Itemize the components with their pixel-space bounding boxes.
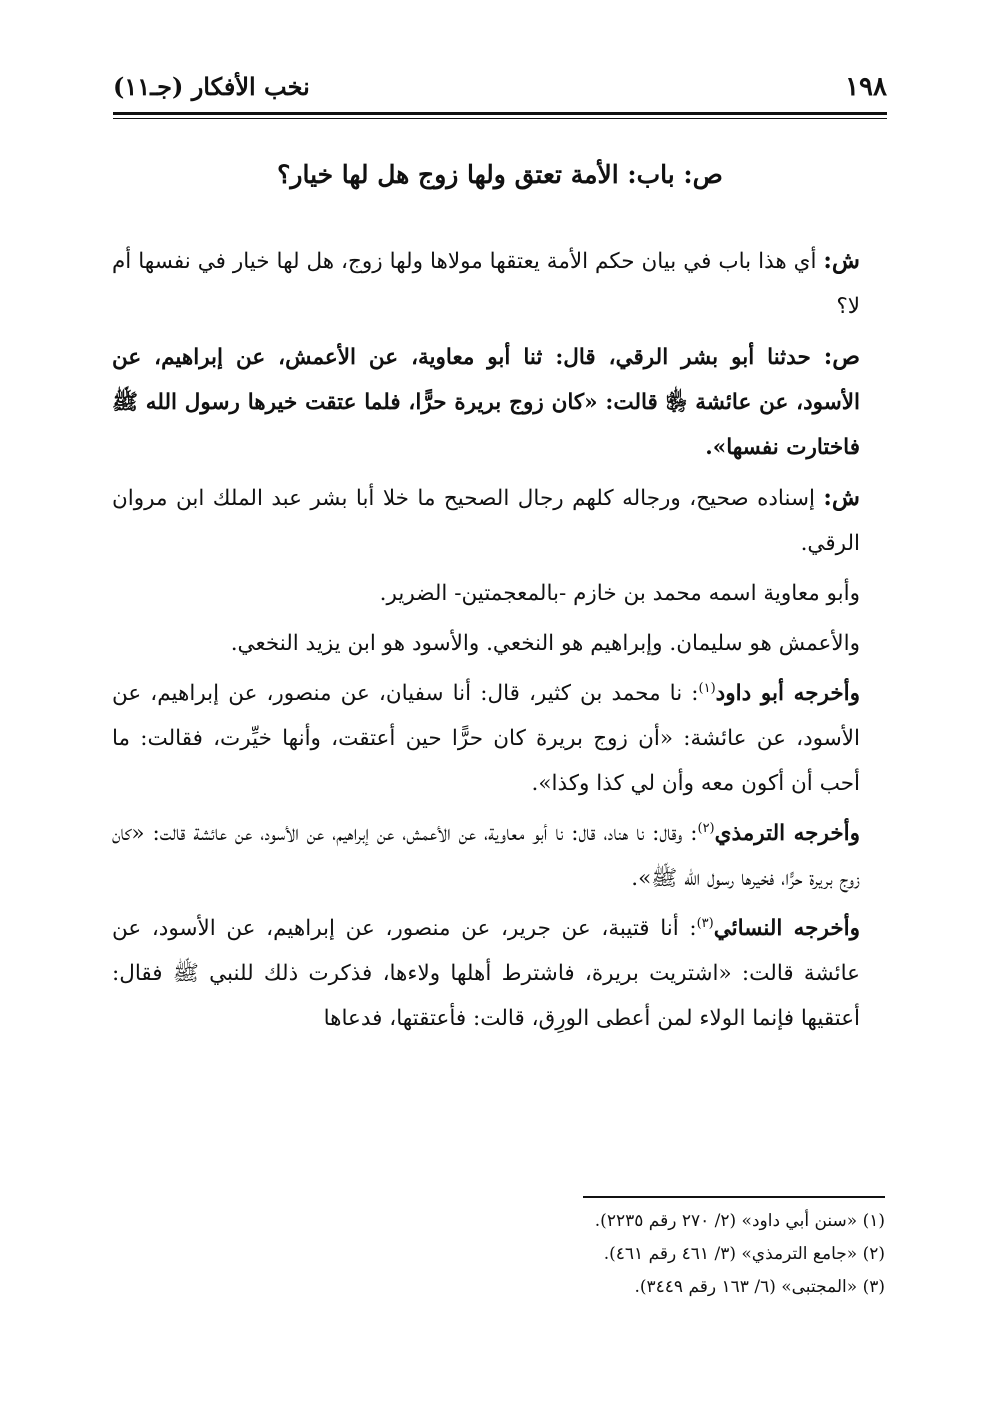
paragraph-text: : أنا قتيبة، عن جرير، عن منصور، عن إبراهيم، عن الأسود، عن عائشة قالت: «اشتريت بريرة، فاشترط أهلها ولاءها، فذكرت ذلك للنبي ﷺ فقال: أعتقيها فإنما الولاء لمن أعطى الورِق، قالت: فأعتقتها، فدعاها — [112, 916, 860, 1031]
source-label: وأخرجه النسائي — [713, 916, 860, 941]
paragraph — [112, 811, 888, 901]
footnote-ref: (٢) — [697, 820, 715, 836]
footnote-ref: (١) — [698, 680, 716, 696]
page-number: ١٩٨ — [845, 72, 887, 102]
footnotes — [500, 1205, 885, 1304]
header-rule-thick — [113, 112, 887, 115]
paragraph-text: حدثنا أبو بشر الرقي، قال: ثنا أبو معاوية، عن الأعمش، عن إبراهيم، عن الأسود، عن عائشة ﵂ قالت: «كان زوج بريرة حرًّا، فلما عتقت خيرها رسول الله ﷺ فاختارت نفسها». — [112, 345, 860, 460]
paragraph-label: ش: — [823, 247, 860, 274]
footnote: (١) «سنن أبي داود» (٢/ ٢٧٠ رقم ٢٢٣٥). — [594, 1211, 885, 1231]
paragraph — [112, 671, 888, 806]
footnote: (٢) «جامع الترمذي» (٣/ ٤٦١ رقم ٤٦١). — [603, 1244, 885, 1264]
running-header — [113, 72, 887, 110]
main-text — [112, 238, 888, 1046]
footnote-separator — [583, 1196, 885, 1198]
footnote-ref: (٣) — [696, 915, 714, 931]
footnote: (٣) «المجتبى» (٦/ ١٦٣ رقم ٣٤٤٩). — [634, 1277, 885, 1297]
paragraph — [112, 571, 888, 616]
header-rule-thin — [113, 118, 887, 119]
paragraph-text: أي هذا باب في بيان حكم الأمة يعتقها مولاها ولها زوج، هل لها خيار في نفسها أم لا؟ — [112, 249, 860, 319]
book-title: نخب الأفكار (جـ١١) — [113, 72, 310, 101]
paragraph-label: ص: — [823, 343, 860, 370]
paragraph-text: : وقال: نا هناد، قال: نا أبو معاوية، عن الأعمش، عن إبراهيم، عن الأسود، عن عائشة قالت: «كان زوج بريرة حرًّا، فخيرها رسول الله ﷺ». — [112, 821, 860, 891]
source-label: وأخرجه الترمذي — [714, 821, 860, 846]
paragraph-text: إسناده صحيح، ورجاله كلهم رجال الصحيح ما خلا أبا بشر عبد الملك ابن مروان الرقي. — [112, 486, 860, 556]
paragraph-text: : نا محمد بن كثير، قال: أنا سفيان، عن منصور، عن إبراهيم، عن الأسود، عن عائشة: «أن زوج بريرة كان حرًّا حين أعتقت، وأنها خيِّرت، فقالت: ما أحب أن أكون معه وأن لي كذا وكذا». — [112, 681, 860, 796]
source-label: وأخرجه أبو داود — [715, 681, 860, 706]
paragraph-text: والأعمش هو سليمان. وإبراهيم هو النخعي. والأسود هو ابن يزيد النخعي. — [230, 631, 860, 656]
chapter-heading: ص: باب: الأمة تعتق ولها زوج هل لها خيار؟ — [277, 160, 723, 189]
paragraph-text: وأبو معاوية اسمه محمد بن خازم -بالمعجمتين- الضرير. — [379, 581, 860, 606]
paragraph — [112, 621, 888, 666]
paragraph-label: ش: — [823, 484, 860, 511]
paragraph — [112, 238, 888, 329]
paragraph — [112, 906, 888, 1041]
paragraph — [112, 334, 888, 470]
paragraph — [112, 475, 888, 566]
